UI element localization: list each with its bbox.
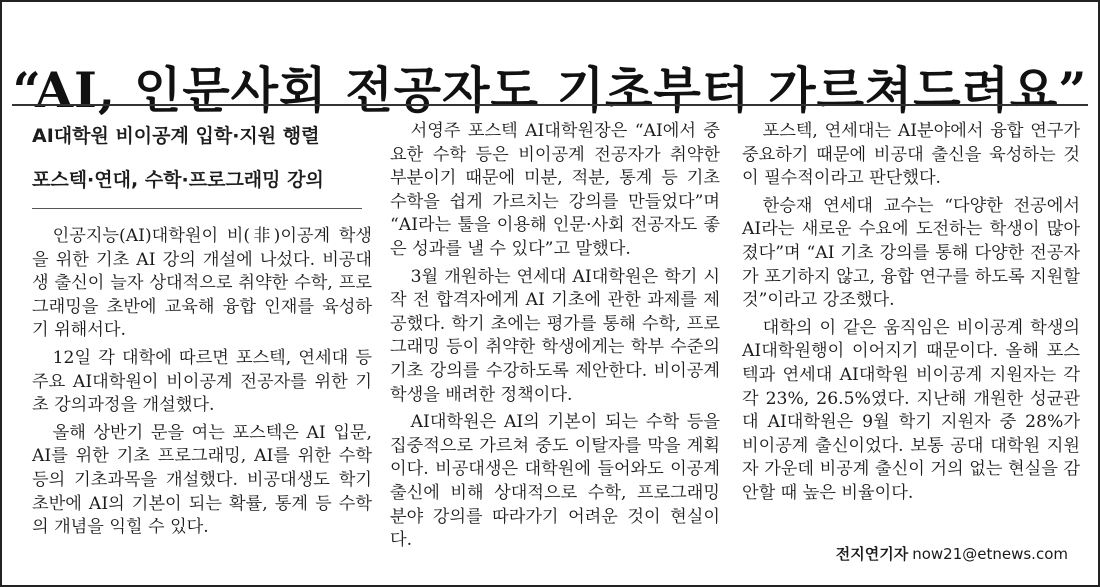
subheadline-divider [32,208,362,209]
paragraph: 3월 개원하는 연세대 AI대학원은 학기 시작 전 합격자에게 AI 기초에 관한 과제를 제공했다. 학기 초에는 평가를 통해 수학, 프로그래밍 등이 취약한 학생에게는 학부 수준의 기초 강의를 수강하도록 제안한다. 비이공계 학생을 배려한 정책이다. [390,266,720,405]
subheadline-2: 포스텍·연대, 수학·프로그래밍 강의 [32,169,324,191]
paragraph: 서영주 포스텍 AI대학원장은 “AI에서 중요한 수학 등은 비이공계 전공자가 취약한 부분이기 때문에 미분, 적분, 통계 등 기초 수학을 쉽게 가르치는 강의를 만들었다”며 “AI라는 툴을 이용해 인문·사회 전공자도 좋은 성과를 낼 수 있다”고 말했다. [390,121,720,259]
reporter-email: now21@etnews.com [912,545,1068,563]
paragraph: 올해 상반기 문을 여는 포스텍은 AI 입문, AI를 위한 기초 프로그래밍, AI를 위한 수학 등의 기초과목을 개설했다. 비공대생도 학기 초반에 AI의 기본이 되는 확률, 통계 등 수학의 개념을 익힐 수 있다. [32,422,372,538]
paragraph: 대학의 이 같은 움직임은 비이공계 학생의 AI대학원행이 이어지기 때문이다. 올해 포스텍과 연세대 AI대학원 비이공계 지원자는 각각 23%, 26.5%였다. 지난해 개원한 성균관대 AI대학원은 9월 학기 지원자 중 28%가 비이공계 출신이었다. 보통 공대 대학원 지원자 가운데 비공계 출신이 거의 없는 현실을 감안할 때 높은 비율이다. [742,317,1080,503]
headline: “AI, 인문사회 전공자도 기초부터 가르쳐드려요” [12,60,1088,119]
paragraph: 인공지능(AI)대학원이 비(非)이공계 학생을 위한 기초 AI 강의 개설에 나섰다. 비공대생 출신이 늘자 상대적으로 취약한 수학, 프로그래밍을 초반에 교육해 융합 인재를 육성하기 위해서다. [32,226,372,341]
reporter-name: 전지연기자 [835,545,909,563]
article-column-1 [32,120,372,544]
paragraph: AI대학원은 AI의 기본이 되는 수학 등을 집중적으로 가르쳐 중도 이탈자를 막을 계획이다. 비공대생은 대학원에 들어와도 이공계 출신에 비해 상대적으로 수학, 프로그래밍 분야 강의를 따라가기 어려운 것이 현실이다. [390,412,720,551]
byline [836,543,1068,565]
paragraph: 포스텍, 연세대는 AI분야에서 융합 연구가 중요하기 때문에 비공대 출신을 육성하는 것이 필수적이라고 판단했다. [742,121,1080,189]
subheadline-1: AI대학원 비이공계 입학·지원 행렬 [32,125,320,147]
headline-divider [12,104,1088,106]
paragraph: 한승재 연세대 교수는 “다양한 전공에서 AI라는 새로운 수요에 도전하는 학생이 많아졌다”며 “AI 기초 강의를 통해 다양한 전공자가 포기하지 않고, 융합 연구를 하도록 지원할 것”이라고 강조했다. [742,195,1080,311]
article-column-2 [390,120,720,557]
article-column-3 [742,120,1080,510]
paragraph: 12일 각 대학에 따르면 포스텍, 연세대 등 주요 AI대학원이 비이공계 전공자를 위한 기초 강의과정을 개설했다. [32,347,372,416]
